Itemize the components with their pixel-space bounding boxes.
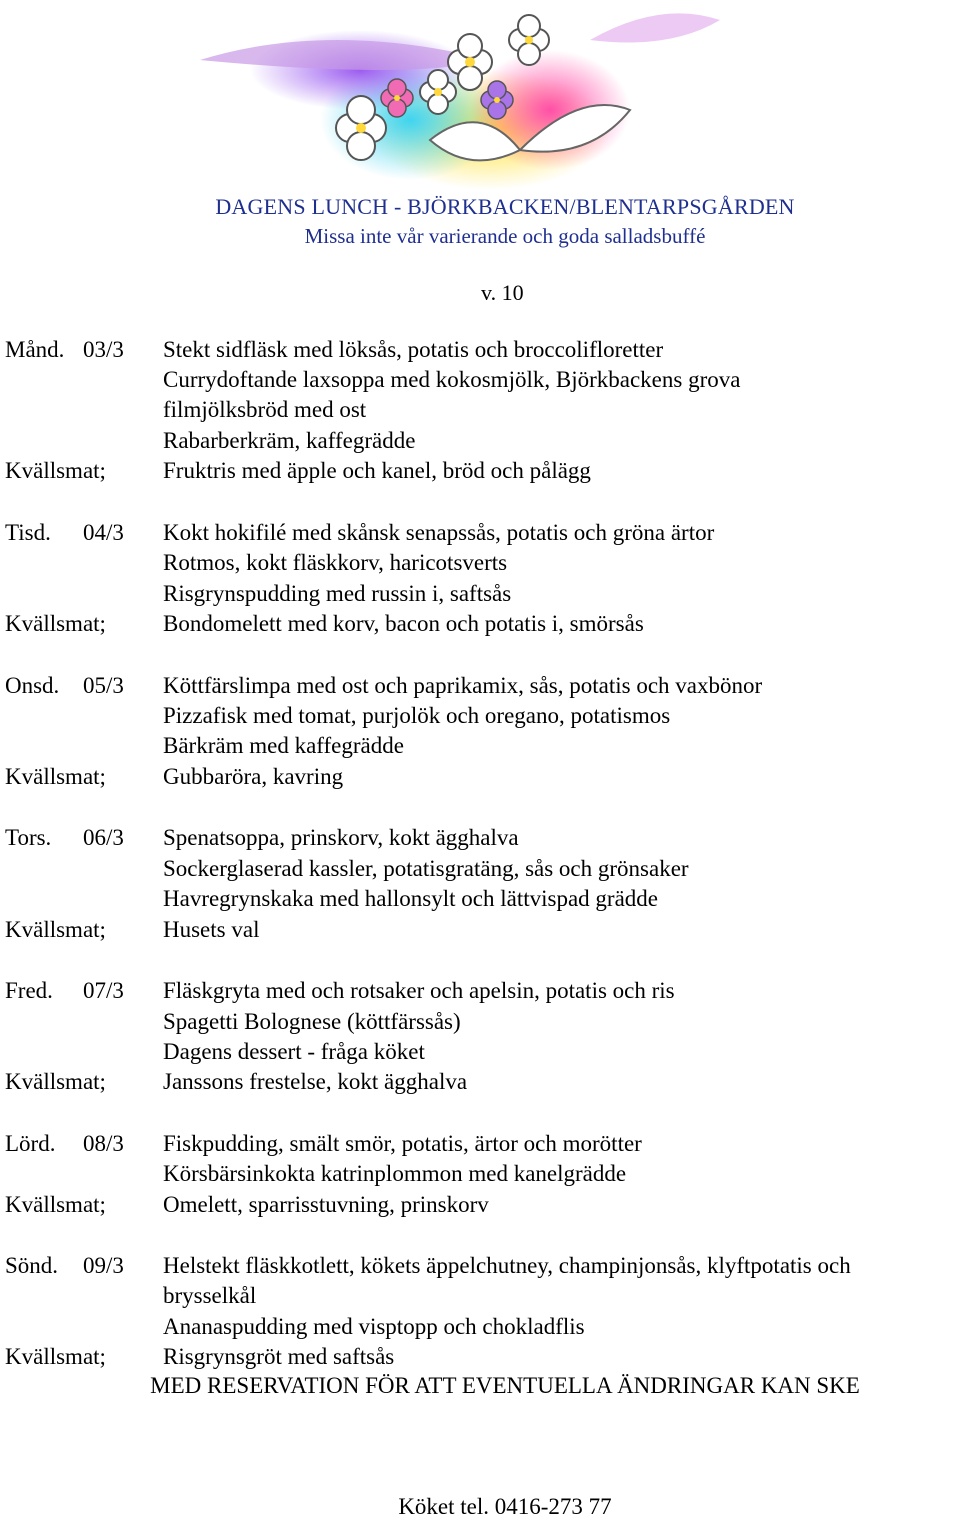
dish-item: Körsbärsinkokta katrinplommon med kanelgrädde <box>163 1161 627 1186</box>
dish-item: Rotmos, kokt fläskkorv, haricotsverts <box>163 550 508 575</box>
evening-dish: Gubbaröra, kavring <box>163 764 344 789</box>
day-name: Tisd. <box>5 520 51 545</box>
dish-item: Spagetti Bolognese (köttfärssås) <box>163 1009 461 1034</box>
day-name: Tors. <box>5 825 52 850</box>
reservation-note: MED RESERVATION FÖR ATT EVENTUELLA ÄNDRINGAR KAN SKE <box>150 1373 860 1398</box>
day-date: 03/3 <box>83 337 124 362</box>
evening-label: Kvällsmat; <box>5 1344 106 1369</box>
day-label <box>5 823 124 853</box>
dish-item: Dagens dessert - fråga köket <box>163 1039 425 1064</box>
flower-decoration <box>160 0 780 190</box>
day-name: Sönd. <box>5 1253 59 1278</box>
day-date: 07/3 <box>83 978 124 1003</box>
evening-label: Kvällsmat; <box>5 458 106 483</box>
dish-item: Stekt sidfläsk med löksås, potatis och broccolifloretter <box>163 337 664 362</box>
dish-item: Currydoftande laxsoppa med kokosmjölk, Björkbackens grova <box>163 367 741 392</box>
week-number: v. 10 <box>481 280 524 305</box>
day-label <box>5 335 124 365</box>
dish-item: Bärkräm med kaffegrädde <box>163 733 404 758</box>
dish-item: Pizzafisk med tomat, purjolök och oregano, potatismos <box>163 703 671 728</box>
day-label <box>5 518 124 548</box>
evening-label: Kvällsmat; <box>5 917 106 942</box>
dish-item: Fläskgryta med och rotsaker och apelsin, potatis och ris <box>163 978 675 1003</box>
evening-dish: Bondomelett med korv, bacon och potatis i, smörsås <box>163 611 644 636</box>
dish-item: Rabarberkräm, kaffegrädde <box>163 428 416 453</box>
dish-item: Fiskpudding, smält smör, potatis, ärtor och morötter <box>163 1131 642 1156</box>
dish-item: Ananaspudding med visptopp och chokladflis <box>163 1314 585 1339</box>
evening-dish: Fruktris med äpple och kanel, bröd och pålägg <box>163 458 591 483</box>
evening-dish: Janssons frestelse, kokt ägghalva <box>163 1069 468 1094</box>
evening-label: Kvällsmat; <box>5 611 106 636</box>
day-date: 09/3 <box>83 1253 124 1278</box>
evening-label: Kvällsmat; <box>5 1192 106 1217</box>
day-label <box>5 1129 124 1159</box>
dish-item: Havregrynskaka med hallonsylt och lättvispad grädde <box>163 886 658 911</box>
day-date: 04/3 <box>83 520 124 545</box>
day-name: Månd. <box>5 337 65 362</box>
day-label <box>5 976 124 1006</box>
dish-item: Kokt hokifilé med skånsk senapssås, potatis och gröna ärtor <box>163 520 715 545</box>
day-date: 05/3 <box>83 673 124 698</box>
evening-dish: Risgrynsgröt med saftsås <box>163 1344 395 1369</box>
day-name: Lörd. <box>5 1131 56 1156</box>
day-name: Fred. <box>5 978 53 1003</box>
dish-item: Sockerglaserad kassler, potatisgratäng, sås och grönsaker <box>163 856 689 881</box>
day-name: Onsd. <box>5 673 60 698</box>
dish-item: brysselkål <box>163 1283 257 1308</box>
day-label <box>5 671 124 701</box>
dish-item: Köttfärslimpa med ost och paprikamix, sås, potatis och vaxbönor <box>163 673 763 698</box>
day-label <box>5 1251 124 1281</box>
page-subtitle: Missa inte vår varierande och goda salladsbuffé <box>304 224 706 248</box>
dish-item: Spenatsoppa, prinskorv, kokt ägghalva <box>163 825 519 850</box>
evening-label: Kvällsmat; <box>5 1069 106 1094</box>
page-title: DAGENS LUNCH - BJÖRKBACKEN/BLENTARPSGÅRDEN <box>215 194 795 219</box>
day-date: 08/3 <box>83 1131 124 1156</box>
evening-dish: Husets val <box>163 917 260 942</box>
evening-label: Kvällsmat; <box>5 764 106 789</box>
kitchen-phone: Köket tel. 0416-273 77 <box>398 1494 612 1519</box>
dish-item: filmjölksbröd med ost <box>163 397 367 422</box>
dish-item: Risgrynspudding med russin i, saftsås <box>163 581 512 606</box>
evening-dish: Omelett, sparrisstuvning, prinskorv <box>163 1192 489 1217</box>
day-date: 06/3 <box>83 825 124 850</box>
dish-item: Helstekt fläskkotlett, kökets äppelchutney, champinjonsås, klyftpotatis och <box>163 1253 851 1278</box>
